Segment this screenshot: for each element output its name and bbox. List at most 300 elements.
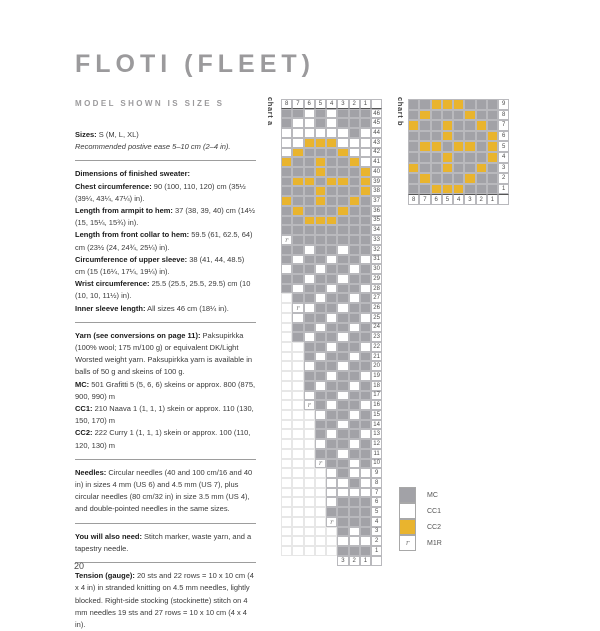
mc-cell — [360, 381, 371, 391]
row-number: 31 — [371, 255, 382, 265]
cc1-cell — [360, 488, 371, 498]
corner-cell — [371, 99, 382, 109]
cc2-cell — [315, 138, 326, 148]
empty-cell — [315, 507, 326, 517]
cc1-cell — [337, 128, 348, 138]
cc1-cell — [326, 400, 337, 410]
mc-cell — [408, 131, 419, 142]
cc1-cell — [326, 468, 337, 478]
mc-cell — [315, 274, 326, 284]
m1r-cell: r — [281, 235, 292, 245]
row-number: 32 — [371, 245, 382, 255]
empty-cell — [326, 527, 337, 537]
mc-cell — [476, 141, 487, 152]
cc1-cell — [326, 284, 337, 294]
row-number: 2 — [371, 536, 382, 546]
mc-cell — [442, 173, 453, 184]
cc2-cell — [304, 138, 315, 148]
mc-cell — [304, 196, 315, 206]
row-number: 43 — [371, 138, 382, 148]
mc-cell — [419, 152, 430, 163]
mc-cell — [464, 152, 475, 163]
mc-cell — [349, 235, 360, 245]
mc-cell — [304, 293, 315, 303]
empty-cell — [315, 497, 326, 507]
empty-cell — [292, 352, 303, 362]
empty-cell — [326, 546, 337, 556]
cc2-cell — [315, 167, 326, 177]
empty-cell — [304, 410, 315, 420]
row-number: 2 — [498, 173, 509, 184]
column-number: 4 — [326, 99, 337, 109]
row-number: 9 — [498, 99, 509, 110]
column-number: 8 — [408, 194, 419, 205]
mc-cell — [419, 120, 430, 131]
mc-cell — [408, 173, 419, 184]
mc-cell — [292, 186, 303, 196]
cc1-cell — [315, 323, 326, 333]
row-number: 12 — [371, 439, 382, 449]
empty-cell — [304, 439, 315, 449]
mc-cell — [337, 264, 348, 274]
mc-cell — [349, 420, 360, 430]
dimension-item: Wrist circumference: 25.5 (25.5, 25.5, 29.5) cm (10 (10, 10, 11½) in). — [75, 279, 251, 301]
row-number: 34 — [371, 225, 382, 235]
empty-cell — [292, 527, 303, 537]
m1r-cell: r — [326, 517, 337, 527]
mc-cell — [337, 410, 348, 420]
row-number: 4 — [371, 517, 382, 527]
column-number: 2 — [349, 99, 360, 109]
mc-cell — [315, 206, 326, 216]
mc-cell — [326, 439, 337, 449]
empty-cell — [292, 342, 303, 352]
mc-cell — [337, 225, 348, 235]
cc2-cell — [304, 177, 315, 187]
mc-cell — [292, 323, 303, 333]
empty-cell — [304, 517, 315, 527]
row-number: 45 — [371, 118, 382, 128]
cc1-cell — [337, 303, 348, 313]
yarn-item: MC: 501 Grafitti 5 (5, 6, 6) skeins or approx. 800 (875, 900, 990) m — [75, 379, 256, 401]
mc-cell — [360, 459, 371, 469]
empty-cell — [281, 352, 292, 362]
cc1-cell — [360, 429, 371, 439]
mc-cell — [453, 110, 464, 121]
mc-cell — [408, 141, 419, 152]
cc2-cell — [292, 148, 303, 158]
row-number: 17 — [371, 391, 382, 401]
tension-paragraph: Tension (gauge): 20 sts and 22 rows = 10 x 10 cm (4 x 4 in) in stranded knitting on 4.5 mm needles, lightly blocked. Right-side stocking (stockinette) stitch on 4 mm needles 19 sts and 27 rows = 10 x 10 cm (4 x 4 in). — [75, 571, 254, 629]
cc1-cell — [349, 138, 360, 148]
mc-cell — [315, 235, 326, 245]
empty-cell — [281, 381, 292, 391]
cc2-cell — [337, 177, 348, 187]
cc1-cell — [337, 391, 348, 401]
cc2-cell — [419, 110, 430, 121]
mc-cell — [337, 546, 348, 556]
row-number: 44 — [371, 128, 382, 138]
row-number: 6 — [498, 131, 509, 142]
empty-cell — [315, 517, 326, 527]
legend-label: M1R — [427, 539, 442, 547]
mc-cell — [360, 245, 371, 255]
row-number: 4 — [498, 152, 509, 163]
cc1-cell — [326, 118, 337, 128]
empty-cell — [281, 459, 292, 469]
mc-cell — [360, 352, 371, 362]
mc-cell — [326, 206, 337, 216]
cc1-cell — [326, 128, 337, 138]
row-number: 8 — [498, 110, 509, 121]
cc1-cell — [315, 293, 326, 303]
mc-cell — [349, 517, 360, 527]
spacer-cell — [315, 556, 326, 566]
chart-b-grid — [408, 99, 509, 205]
legend-item-cc2 — [399, 519, 442, 535]
mc-cell — [281, 284, 292, 294]
cc1-cell — [315, 410, 326, 420]
mc-cell — [337, 517, 348, 527]
mc-cell — [360, 361, 371, 371]
cc1-cell — [337, 536, 348, 546]
row-number: 22 — [371, 342, 382, 352]
mc-cell — [326, 264, 337, 274]
column-number: 3 — [337, 99, 348, 109]
divider — [75, 160, 256, 161]
cc2-cell — [360, 186, 371, 196]
mc-cell — [431, 131, 442, 142]
empty-cell — [292, 410, 303, 420]
mc-cell — [487, 99, 498, 110]
cc2-cell — [360, 167, 371, 177]
mc-cell — [326, 361, 337, 371]
row-number: 36 — [371, 206, 382, 216]
mc-cell — [326, 167, 337, 177]
empty-cell — [315, 536, 326, 546]
mc-cell — [326, 420, 337, 430]
empty-cell — [315, 527, 326, 537]
cc1-cell — [304, 303, 315, 313]
empty-cell — [292, 371, 303, 381]
empty-cell — [304, 468, 315, 478]
mc-cell — [453, 173, 464, 184]
m1r-symbol-swatch — [399, 535, 416, 551]
mc-cell — [337, 284, 348, 294]
cc2-cell — [292, 206, 303, 216]
cc2-cell — [408, 120, 419, 131]
cc1-cell — [292, 255, 303, 265]
empty-cell — [315, 468, 326, 478]
mc-cell — [360, 274, 371, 284]
cc2-cell — [326, 138, 337, 148]
mc-cell — [349, 109, 360, 119]
mc-cell — [349, 186, 360, 196]
m1r-cell: r — [315, 459, 326, 469]
mc-cell — [315, 177, 326, 187]
mc-cell — [360, 507, 371, 517]
mc-cell — [281, 255, 292, 265]
cc2-cell — [337, 148, 348, 158]
mc-cell — [315, 342, 326, 352]
column-number: 4 — [453, 194, 464, 205]
empty-cell — [326, 536, 337, 546]
mc-cell — [349, 342, 360, 352]
mc-cell — [337, 186, 348, 196]
column-number: 8 — [281, 99, 292, 109]
legend-item-cc1 — [399, 503, 442, 519]
mc-cell — [487, 110, 498, 121]
cc1-cell — [360, 468, 371, 478]
mc-cell — [349, 332, 360, 342]
empty-cell — [281, 323, 292, 333]
mc-cell — [281, 186, 292, 196]
mc-cell — [349, 225, 360, 235]
cc1-cell — [326, 255, 337, 265]
empty-cell — [281, 439, 292, 449]
cc1-cell — [315, 439, 326, 449]
mc-cell — [360, 206, 371, 216]
cc2-cell — [315, 186, 326, 196]
cc2-cell — [337, 206, 348, 216]
mc-cell — [431, 152, 442, 163]
mc-cell — [431, 163, 442, 174]
mc-cell — [442, 141, 453, 152]
mc-cell — [304, 157, 315, 167]
mc-cell — [315, 391, 326, 401]
mc-cell — [315, 332, 326, 342]
mc-cell — [360, 449, 371, 459]
cc2-cell — [431, 99, 442, 110]
empty-cell — [281, 293, 292, 303]
cc2-cell — [442, 99, 453, 110]
cc2-cell — [419, 141, 430, 152]
mc-cell — [315, 148, 326, 158]
empty-cell — [281, 429, 292, 439]
cc1-cell — [304, 274, 315, 284]
yarn-item: Yarn (see conversions on page 11): Paksupirkka (100% wool; 175 m/100 g) or equivalent DK/Light Worsted weight yarn. Paksupirkka yarn is available in balls of 50 g and skeins of 100 g. — [75, 330, 253, 377]
empty-cell — [292, 536, 303, 546]
row-number: 7 — [498, 120, 509, 131]
cc2-cell — [476, 120, 487, 131]
empty-cell — [281, 507, 292, 517]
mc-cell — [281, 206, 292, 216]
mc-cell — [326, 148, 337, 158]
empty-cell — [292, 546, 303, 556]
divider — [75, 562, 256, 563]
cc2-cell — [281, 157, 292, 167]
row-number: 16 — [371, 400, 382, 410]
cc1-color-swatch — [399, 503, 416, 519]
row-number: 13 — [371, 429, 382, 439]
empty-cell — [281, 536, 292, 546]
cc1-cell — [326, 429, 337, 439]
column-number: 3 — [337, 556, 348, 566]
mc-cell — [326, 186, 337, 196]
empty-cell — [304, 449, 315, 459]
chart-a-title: chart a — [266, 97, 275, 126]
mc-cell — [304, 255, 315, 265]
mc-cell — [337, 381, 348, 391]
mc-cell — [360, 332, 371, 342]
dimension-item: Length from armpit to hem: 37 (38, 39, 40) cm (14½ (15, 15¼, 15¾) in). — [75, 206, 256, 228]
cc1-cell — [360, 255, 371, 265]
cc1-cell — [281, 148, 292, 158]
mc-cell — [337, 527, 348, 537]
mc-cell — [349, 167, 360, 177]
yarn-item: CC2: 222 Curry 1 (1, 1, 1) skein or approx. 100 (110, 120, 130) m — [75, 428, 251, 450]
row-number: 3 — [498, 163, 509, 174]
cc2-cell — [304, 216, 315, 226]
dimension-item: Chest circumference: 90 (100, 110, 120) cm (35½ (39¼, 43¼, 47¼) in). — [75, 181, 246, 203]
row-number: 26 — [371, 303, 382, 313]
mc-cell — [431, 120, 442, 131]
cc2-cell — [431, 184, 442, 195]
cc1-cell — [326, 342, 337, 352]
divider — [75, 459, 256, 460]
mc-cell — [304, 352, 315, 362]
row-number: 14 — [371, 420, 382, 430]
mc-cell — [360, 391, 371, 401]
mc-cell — [292, 274, 303, 284]
cc1-cell — [304, 332, 315, 342]
mc-cell — [349, 361, 360, 371]
cc1-cell — [326, 371, 337, 381]
mc-cell — [360, 109, 371, 119]
mc-cell — [464, 99, 475, 110]
mc-cell — [292, 293, 303, 303]
empty-cell — [281, 303, 292, 313]
mc-cell — [360, 293, 371, 303]
m1r-symbol: r — [405, 539, 410, 547]
page-title: FLOTI (FLEET) — [75, 50, 315, 78]
row-number: 35 — [371, 216, 382, 226]
mc-cell — [304, 235, 315, 245]
cc1-cell — [360, 148, 371, 158]
cc2-cell — [292, 177, 303, 187]
cc2-cell — [453, 141, 464, 152]
mc-cell — [337, 109, 348, 119]
mc-cell — [337, 216, 348, 226]
cc1-cell — [326, 109, 337, 119]
cc2-color-swatch — [399, 519, 416, 535]
row-number: 27 — [371, 293, 382, 303]
mc-cell — [337, 293, 348, 303]
row-number: 3 — [371, 527, 382, 537]
mc-cell — [360, 196, 371, 206]
row-number: 25 — [371, 313, 382, 323]
mc-cell — [349, 118, 360, 128]
mc-cell — [315, 449, 326, 459]
cc1-cell — [315, 381, 326, 391]
mc-cell — [360, 323, 371, 333]
empty-cell — [292, 381, 303, 391]
cc1-cell — [292, 138, 303, 148]
mc-cell — [487, 173, 498, 184]
row-number: 19 — [371, 371, 382, 381]
spacer-cell — [292, 556, 303, 566]
mc-cell — [337, 507, 348, 517]
empty-cell — [292, 361, 303, 371]
mc-cell — [349, 216, 360, 226]
mc-cell — [326, 381, 337, 391]
mc-cell — [360, 439, 371, 449]
mc-cell — [349, 245, 360, 255]
cc1-cell — [349, 323, 360, 333]
empty-cell — [281, 342, 292, 352]
empty-cell — [281, 361, 292, 371]
mc-cell — [281, 118, 292, 128]
cc1-cell — [281, 138, 292, 148]
mc-cell — [408, 110, 419, 121]
mc-cell — [360, 546, 371, 556]
mc-cell — [360, 264, 371, 274]
row-number: 6 — [371, 497, 382, 507]
mc-cell — [337, 313, 348, 323]
mc-cell — [431, 110, 442, 121]
mc-cell — [315, 118, 326, 128]
empty-cell — [281, 371, 292, 381]
mc-cell — [292, 216, 303, 226]
cc2-cell — [315, 157, 326, 167]
mc-cell — [487, 184, 498, 195]
mc-cell — [360, 420, 371, 430]
column-number: 6 — [304, 99, 315, 109]
column-number: 7 — [419, 194, 430, 205]
mc-cell — [337, 157, 348, 167]
mc-cell — [360, 303, 371, 313]
cc2-cell — [476, 163, 487, 174]
mc-cell — [292, 332, 303, 342]
empty-cell — [304, 420, 315, 430]
mc-cell — [304, 206, 315, 216]
chart-a-grid — [281, 99, 382, 566]
column-number: 6 — [431, 194, 442, 205]
column-number: 2 — [349, 556, 360, 566]
mc-cell — [281, 109, 292, 119]
mc-cell — [349, 177, 360, 187]
cc2-cell — [442, 163, 453, 174]
mc-cell — [326, 410, 337, 420]
mc-cell — [304, 371, 315, 381]
mc-cell — [408, 152, 419, 163]
mc-cell — [326, 323, 337, 333]
legend-label: CC1 — [427, 507, 442, 515]
cc2-cell — [442, 152, 453, 163]
row-number: 9 — [371, 468, 382, 478]
mc-cell — [453, 152, 464, 163]
empty-cell — [304, 497, 315, 507]
mc-cell — [281, 225, 292, 235]
spacer-cell — [281, 556, 292, 566]
cc1-cell — [337, 361, 348, 371]
empty-cell — [281, 391, 292, 401]
cc1-cell — [292, 118, 303, 128]
empty-cell — [281, 400, 292, 410]
row-number: 10 — [371, 459, 382, 469]
column-number: 5 — [315, 99, 326, 109]
cc1-cell — [360, 284, 371, 294]
empty-cell — [281, 468, 292, 478]
empty-cell — [292, 517, 303, 527]
cc1-cell — [360, 157, 371, 167]
mc-cell — [337, 196, 348, 206]
empty-cell — [281, 332, 292, 342]
mc-cell — [292, 196, 303, 206]
cc2-cell — [419, 173, 430, 184]
cc1-cell — [360, 400, 371, 410]
cc1-cell — [304, 128, 315, 138]
